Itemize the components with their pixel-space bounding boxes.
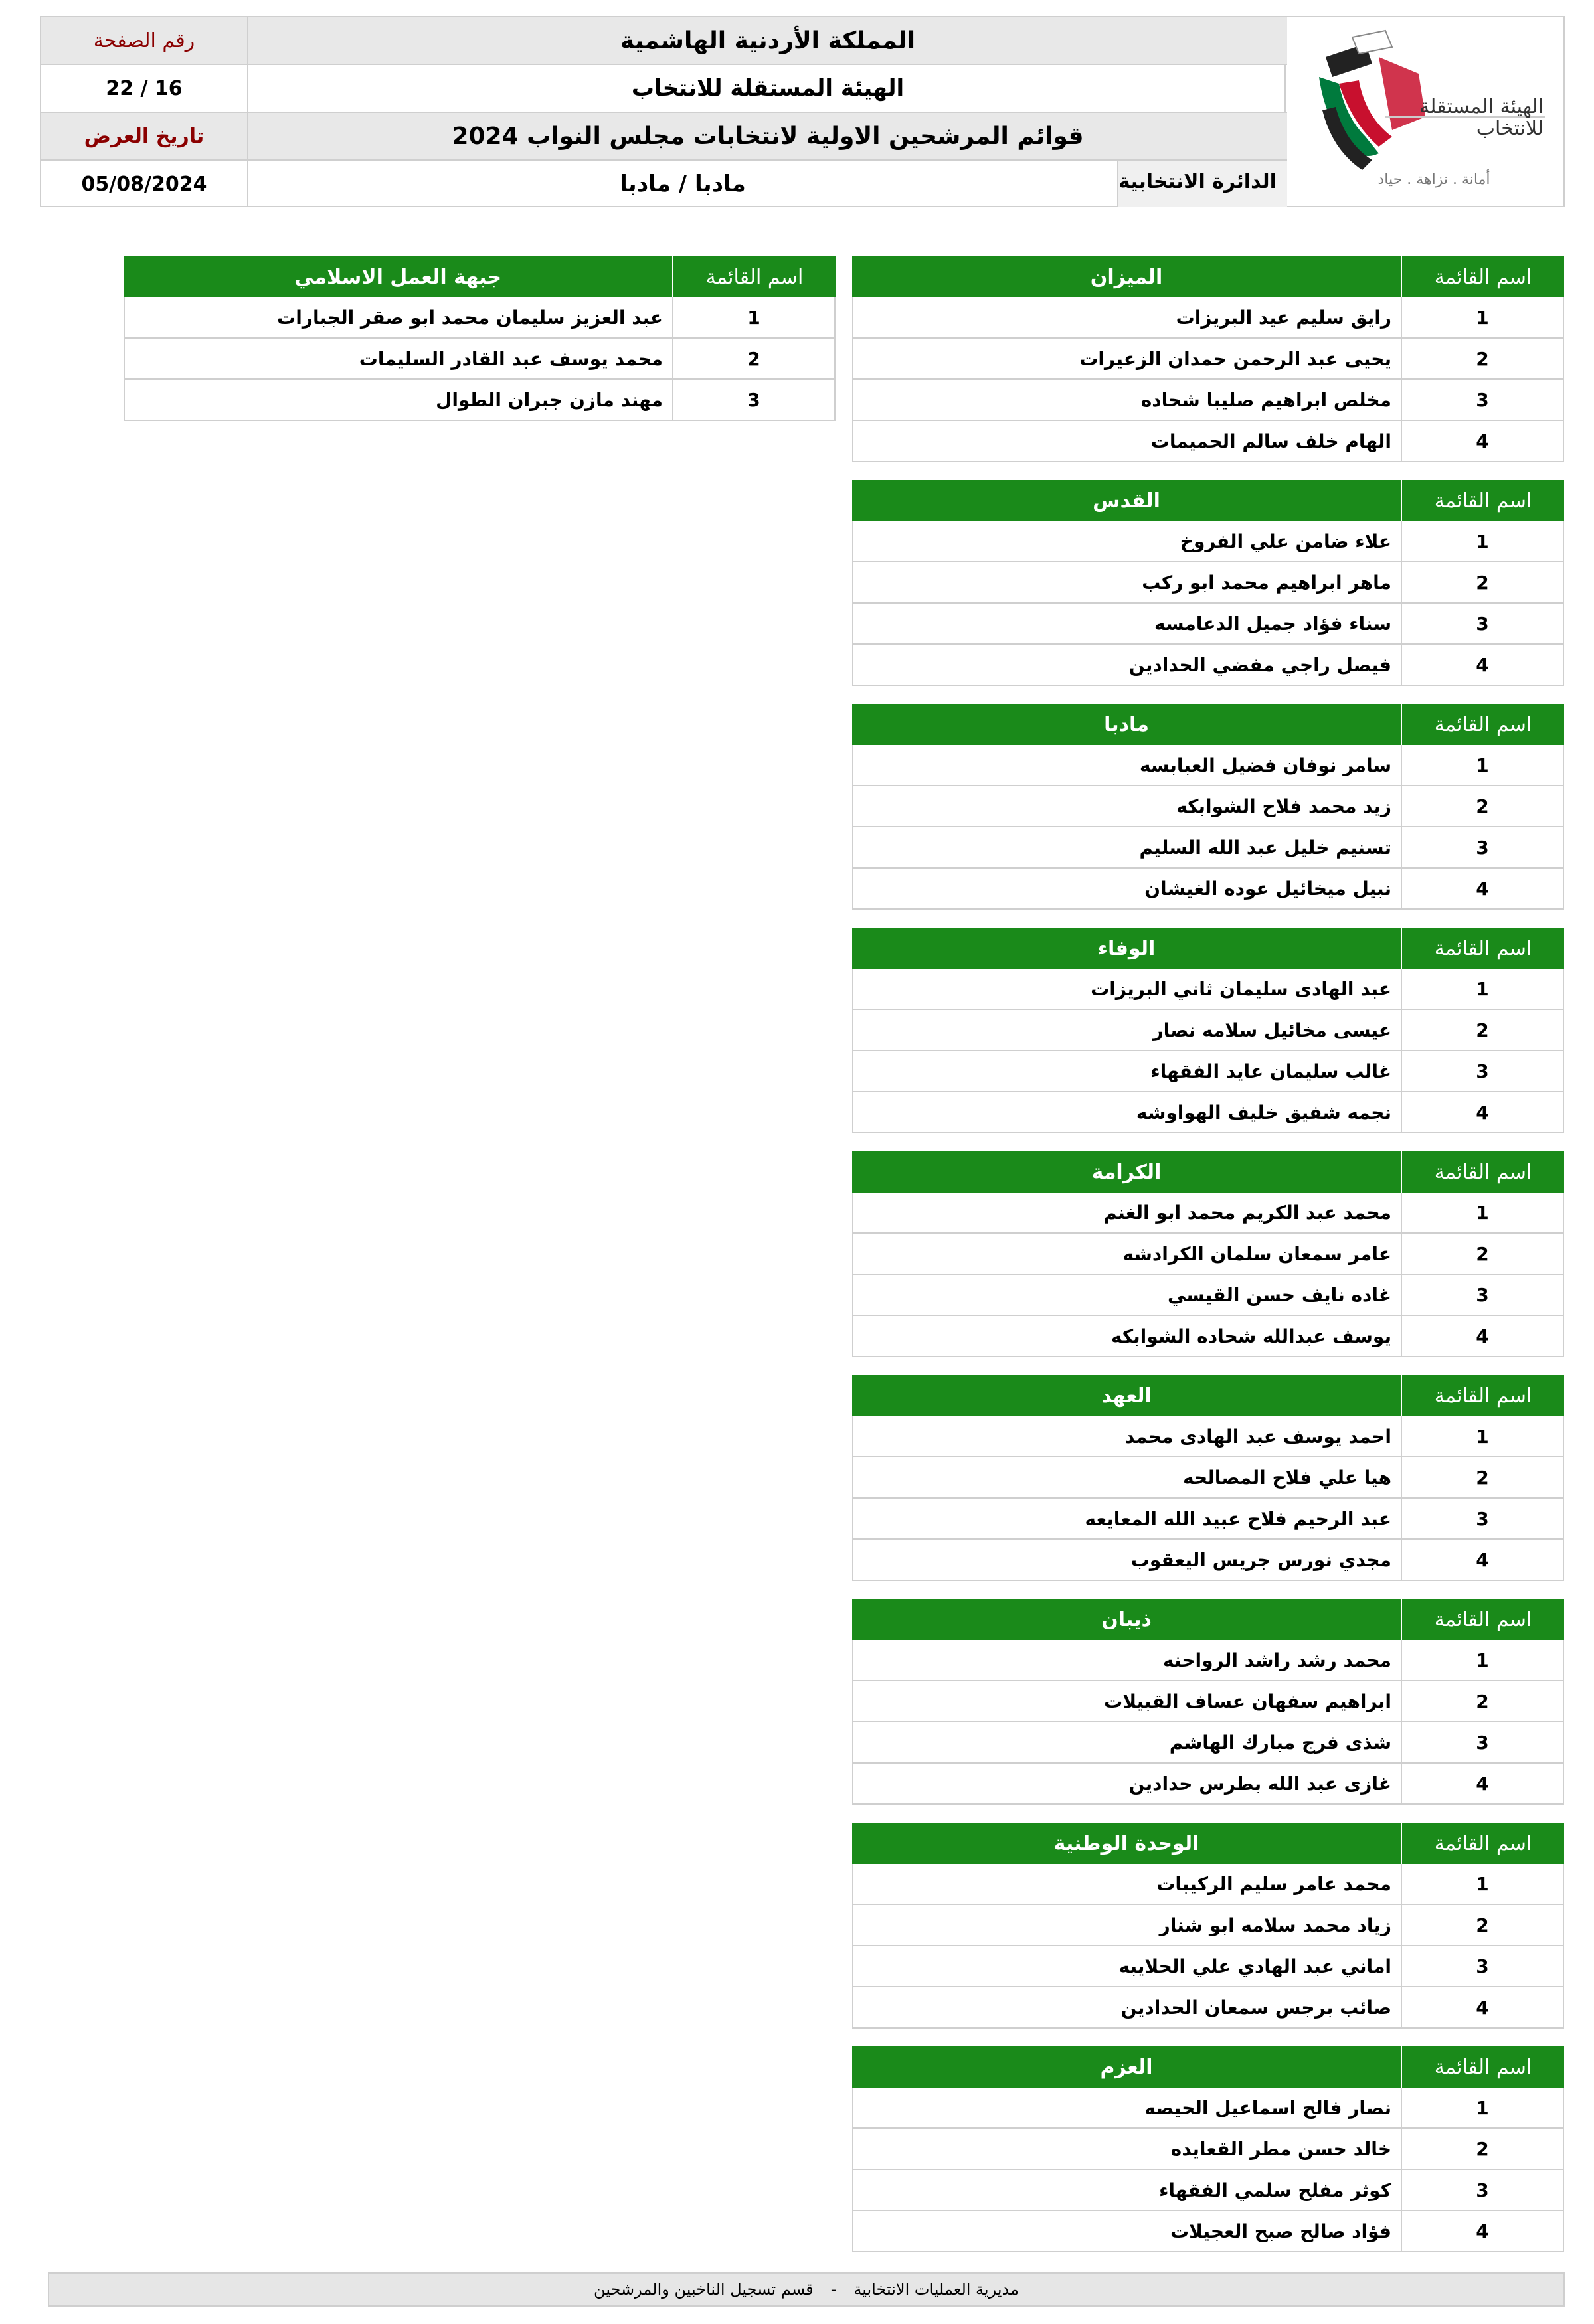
candidate-name: زياد محمد سلامه ابو شنار xyxy=(1159,1914,1391,1936)
candidate-name: عبد الهادى سليمان ثاني البريزات xyxy=(1091,977,1391,1000)
candidate-name: سناء فؤاد جميل الدعامسه xyxy=(1154,612,1391,635)
table-row xyxy=(852,2129,1564,2170)
list-name: مادبا xyxy=(1104,712,1149,736)
candidate-name: اماني عبد الهادي علي الحلايبه xyxy=(1118,1955,1391,1977)
candidate-order: 2 xyxy=(672,339,834,378)
table-row xyxy=(852,604,1564,645)
divider xyxy=(41,64,1287,65)
candidate-order: 2 xyxy=(1401,1234,1563,1274)
footer-separator: - xyxy=(830,2280,837,2299)
list-name: الوحدة الوطنية xyxy=(1053,1831,1199,1855)
table-row xyxy=(852,339,1564,380)
table-row xyxy=(852,2211,1564,2252)
table-row xyxy=(852,1864,1564,1905)
candidate-order: 3 xyxy=(1401,1051,1563,1091)
candidate-name: فيصل راجي مفضي الحدادين xyxy=(1128,653,1391,676)
list-name-column-header: اسم القائمة xyxy=(1401,1375,1564,1416)
candidate-name: تسنيم خليل عبد الله السليم xyxy=(1139,836,1391,859)
table-row xyxy=(852,2088,1564,2129)
divider xyxy=(41,112,1287,113)
candidate-name: عبد العزيز سليمان محمد ابو صقر الجبارات xyxy=(277,306,663,329)
candidate-name: غالب سليمان عايد الفقهاء xyxy=(1150,1060,1391,1082)
candidate-order: 2 xyxy=(1401,1457,1563,1497)
list-header xyxy=(852,1375,1564,1416)
list-header xyxy=(852,480,1564,521)
candidate-order: 3 xyxy=(1401,604,1563,643)
iec-logo xyxy=(1284,17,1563,206)
candidate-order: 1 xyxy=(1401,521,1563,561)
table-row xyxy=(852,827,1564,869)
candidate-order: 2 xyxy=(1401,562,1563,602)
candidate-name: عيسى مخائيل سلامه نصار xyxy=(1152,1019,1391,1041)
display-date-label: تاريخ العرض xyxy=(41,113,247,159)
list-name-column-header: اسم القائمة xyxy=(1401,928,1564,969)
list-header xyxy=(124,256,836,297)
candidate-order: 1 xyxy=(1401,745,1563,785)
candidate-name: علاء ضامن علي الفروخ xyxy=(1180,530,1391,552)
candidate-order: 1 xyxy=(672,297,834,337)
kingdom-title: المملكة الأردنية الهاشمية xyxy=(247,17,1287,64)
candidate-order: 4 xyxy=(1401,869,1563,908)
candidate-order: 3 xyxy=(1401,827,1563,867)
list-name: العزم xyxy=(1100,2055,1153,2079)
candidate-order: 2 xyxy=(1401,339,1563,378)
candidate-order: 3 xyxy=(1401,2170,1563,2210)
list-name-column-header: اسم القائمة xyxy=(1401,480,1564,521)
candidate-order: 4 xyxy=(1401,1540,1563,1580)
divider xyxy=(41,159,1287,161)
candidate-order: 1 xyxy=(1401,1193,1563,1232)
candidate-order: 4 xyxy=(1401,1987,1563,2027)
table-row xyxy=(852,1010,1564,1051)
list-name: جبهة العمل الاسلامي xyxy=(294,265,501,289)
table-row xyxy=(124,297,836,339)
list-header xyxy=(852,1823,1564,1864)
candidate-name: سامر نوفان فضيل العبابسه xyxy=(1139,754,1391,776)
candidate-name: احمد يوسف عبد الهادى محمد xyxy=(1125,1425,1391,1448)
page-footer xyxy=(48,2272,1565,2307)
table-row xyxy=(124,339,836,380)
candidate-order: 4 xyxy=(1401,1764,1563,1803)
table-row xyxy=(852,1764,1564,1805)
candidate-list-table xyxy=(852,704,1564,910)
district-label: الدائرة الانتخابية xyxy=(1117,161,1287,207)
candidate-order: 2 xyxy=(1401,786,1563,826)
candidate-order: 3 xyxy=(1401,1722,1563,1762)
table-row xyxy=(852,1640,1564,1681)
candidate-name: محمد عبد الكريم محمد ابو الغنم xyxy=(1103,1201,1391,1224)
list-header xyxy=(852,1599,1564,1640)
table-row xyxy=(852,1499,1564,1540)
table-row xyxy=(852,1316,1564,1357)
candidate-name: نجمه شفيق خليف الهواوشه xyxy=(1136,1101,1391,1123)
table-row xyxy=(852,297,1564,339)
list-name-column-header: اسم القائمة xyxy=(1401,704,1564,745)
candidate-name: يحيى عبد الرحمن حمدان الزعيرات xyxy=(1079,347,1391,370)
logo-text: الهيئة المستقلة للانتخاب xyxy=(1419,95,1544,140)
candidate-list-table xyxy=(852,1823,1564,2029)
table-row xyxy=(852,1051,1564,1092)
candidate-order: 1 xyxy=(1401,1416,1563,1456)
page-number-value: 22 / 16 xyxy=(106,76,183,100)
candidate-name: محمد رشد راشد الرواحنه xyxy=(1162,1649,1391,1671)
list-header xyxy=(852,928,1564,969)
candidate-name: مجدي نورس جريس اليعقوب xyxy=(1130,1548,1391,1571)
candidate-name: الهام خلف سالم الحميمات xyxy=(1150,430,1391,452)
candidate-name: ابراهيم سفهان عساف القبيلات xyxy=(1104,1690,1391,1712)
table-row xyxy=(852,521,1564,562)
candidate-list-table xyxy=(852,2046,1564,2252)
table-row xyxy=(852,786,1564,827)
table-row xyxy=(852,1193,1564,1234)
table-row xyxy=(852,1092,1564,1133)
candidate-name: شذى فرج مبارك الهاشم xyxy=(1169,1731,1391,1754)
list-header xyxy=(852,1151,1564,1193)
candidate-order: 3 xyxy=(1401,1275,1563,1315)
table-row xyxy=(852,1457,1564,1499)
candidate-order: 3 xyxy=(1401,380,1563,420)
list-name: الوفاء xyxy=(1097,936,1156,960)
candidate-list-table xyxy=(852,1599,1564,1805)
candidate-order: 2 xyxy=(1401,1681,1563,1721)
candidate-name: غاده نايف حسن القيسي xyxy=(1167,1284,1391,1306)
document-title: قوائم المرشحين الاولية لانتخابات مجلس النواب 2024 xyxy=(247,113,1287,159)
candidate-order: 4 xyxy=(1401,421,1563,461)
table-row xyxy=(852,1275,1564,1316)
list-header xyxy=(852,256,1564,297)
table-row xyxy=(852,1905,1564,1946)
footer-section: قسم تسجيل الناخبين والمرشحين xyxy=(594,2280,814,2299)
logo-tagline: أمانة . نزاهة . حياد xyxy=(1377,171,1490,188)
list-name-column-header: اسم القائمة xyxy=(1401,256,1564,297)
district-value: مادبا / مادبا xyxy=(247,161,1117,207)
list-name-column-header: اسم القائمة xyxy=(672,256,836,297)
candidate-order: 2 xyxy=(1401,1905,1563,1945)
candidate-order: 1 xyxy=(1401,969,1563,1009)
candidate-order: 4 xyxy=(1401,645,1563,685)
list-name-column-header: اسم القائمة xyxy=(1401,1151,1564,1193)
table-row xyxy=(852,745,1564,786)
candidate-name: محمد يوسف عبد القادر السليمات xyxy=(359,347,663,370)
candidate-name: يوسف عبدالله شحاده الشوابكه xyxy=(1110,1325,1391,1347)
candidate-order: 3 xyxy=(1401,1946,1563,1986)
list-name: الكرامة xyxy=(1091,1160,1162,1184)
candidate-name: كوثر مفلح سلمي الفقهاء xyxy=(1159,2179,1391,2201)
candidate-name: نبيل ميخائيل عوده الغيشان xyxy=(1144,877,1391,900)
table-row xyxy=(852,1416,1564,1457)
list-name: الميزان xyxy=(1090,265,1163,289)
candidate-list-table xyxy=(852,480,1564,686)
candidate-list-table xyxy=(852,1375,1564,1581)
candidate-name: محمد عامر سليم الركيبات xyxy=(1156,1872,1391,1895)
candidate-order: 3 xyxy=(672,380,834,420)
candidate-list-table xyxy=(852,256,1564,462)
candidate-name: مهند مازن جبران الطوال xyxy=(436,388,663,411)
candidate-name: رايق سليم عيد البريزات xyxy=(1176,306,1391,329)
table-row xyxy=(124,380,836,421)
page-number-label: رقم الصفحة xyxy=(41,17,247,64)
list-header xyxy=(852,2046,1564,2088)
table-row xyxy=(852,645,1564,686)
candidate-name: هيا علي فلاح المصالحه xyxy=(1183,1466,1391,1489)
candidate-name: غازى عبد الله بطرس حدادين xyxy=(1128,1772,1391,1795)
table-row xyxy=(852,421,1564,462)
candidate-order: 2 xyxy=(1401,2129,1563,2169)
candidate-name: نصار فالح اسماعيل الحيصه xyxy=(1144,2096,1391,2119)
candidate-order: 4 xyxy=(1401,1316,1563,1356)
table-row xyxy=(852,1987,1564,2029)
candidate-order: 1 xyxy=(1401,1864,1563,1904)
table-row xyxy=(852,1722,1564,1764)
list-header xyxy=(852,704,1564,745)
table-row xyxy=(852,1540,1564,1581)
candidate-name: مخلص ابراهيم صليبا شحاده xyxy=(1140,388,1391,411)
table-row xyxy=(852,2170,1564,2211)
list-name-column-header: اسم القائمة xyxy=(1401,1599,1564,1640)
candidate-name: فؤاد صالح صبح العجيلات xyxy=(1170,2220,1391,2242)
candidate-order: 2 xyxy=(1401,1010,1563,1050)
page-header xyxy=(40,16,1565,207)
candidate-order: 4 xyxy=(1401,2211,1563,2251)
table-row xyxy=(852,562,1564,604)
candidate-list-table xyxy=(124,256,836,421)
candidate-name: ماهر ابراهيم محمد ابو ركب xyxy=(1142,571,1391,594)
display-date-value: 05/08/2024 xyxy=(81,172,207,196)
candidate-name: صائب برجس سمعان الحدادين xyxy=(1120,1996,1391,2019)
footer-department: مديرية العمليات الانتخابية xyxy=(853,2280,1019,2299)
candidate-name: زيد محمد فلاح الشوابكه xyxy=(1176,795,1391,817)
candidate-list-table xyxy=(852,1151,1564,1357)
candidate-order: 1 xyxy=(1401,2088,1563,2127)
commission-title: الهيئة المستقلة للانتخاب xyxy=(247,65,1287,112)
list-name-column-header: اسم القائمة xyxy=(1401,1823,1564,1864)
candidate-name: عبد الرحيم فلاح عبيد الله المعايعه xyxy=(1085,1507,1391,1530)
candidate-order: 1 xyxy=(1401,1640,1563,1680)
table-row xyxy=(852,969,1564,1010)
list-name-column-header: اسم القائمة xyxy=(1401,2046,1564,2088)
table-row xyxy=(852,1234,1564,1275)
candidate-name: خالد حسن مطر القعايده xyxy=(1170,2137,1391,2160)
candidate-order: 4 xyxy=(1401,1092,1563,1132)
table-row xyxy=(852,380,1564,421)
table-row xyxy=(852,869,1564,910)
candidate-order: 1 xyxy=(1401,297,1563,337)
list-name: ذيبان xyxy=(1101,1608,1152,1631)
list-name: العهد xyxy=(1101,1384,1152,1408)
candidate-list-table xyxy=(852,928,1564,1133)
candidate-order: 3 xyxy=(1401,1499,1563,1538)
candidate-name: عامر سمعان سلمان الكرادشه xyxy=(1122,1242,1391,1265)
table-row xyxy=(852,1946,1564,1987)
list-name: القدس xyxy=(1093,489,1160,513)
table-row xyxy=(852,1681,1564,1722)
